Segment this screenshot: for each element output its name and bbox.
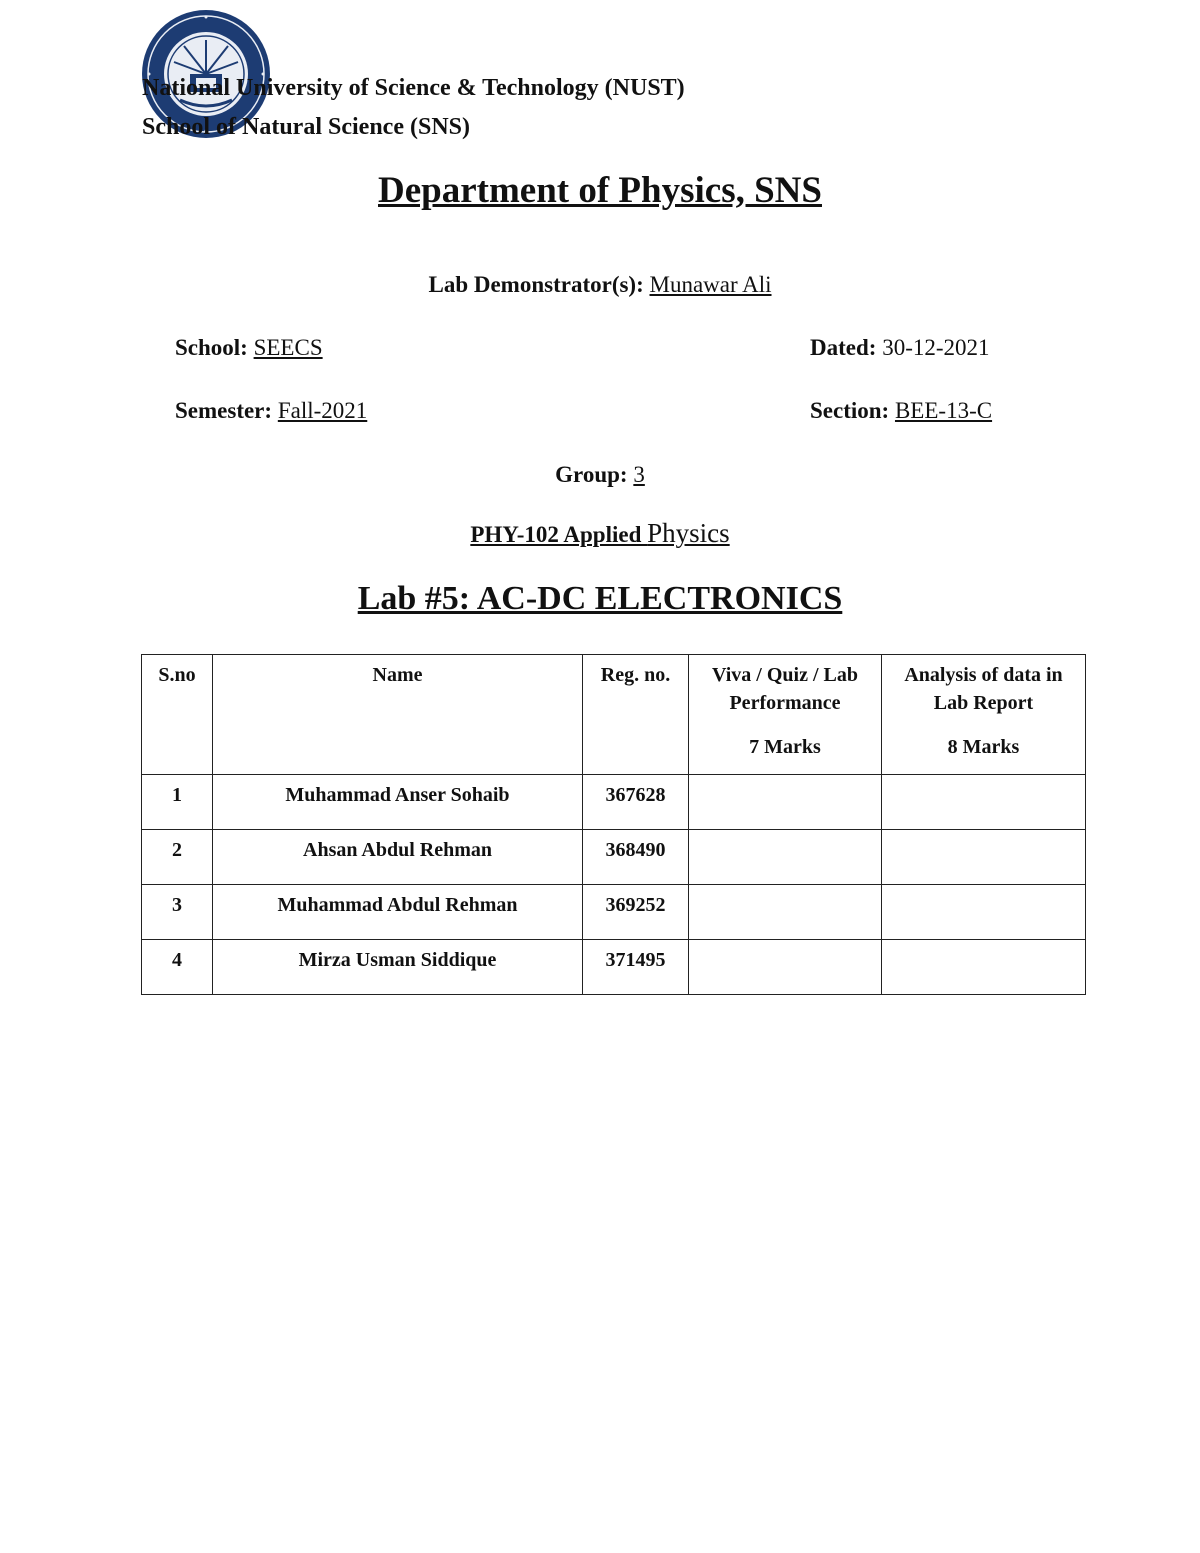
cell-name: Mirza Usman Siddique [213,940,583,995]
group-value: 3 [633,462,645,487]
course-code: PHY-102 Applied [470,522,648,547]
cell-name: Muhammad Abdul Rehman [213,885,583,940]
cell-reg: 367628 [583,775,689,830]
dated-label: Dated: [810,335,877,360]
header-reg: Reg. no. [583,655,689,775]
cell-analysis [882,830,1086,885]
cell-analysis [882,775,1086,830]
table-row [142,775,1086,830]
header-viva-label: Viva / Quiz / Lab Performance [712,664,858,714]
semester-line [175,399,367,422]
cell-viva [689,885,882,940]
header-viva [689,655,882,775]
course-title [0,520,1200,547]
lab-title: Lab #5: AC-DC ELECTRONICS [357,580,843,617]
cell-reg: 368490 [583,830,689,885]
dated-line [810,336,990,359]
cell-analysis [882,885,1086,940]
school-label: School: [175,335,248,360]
section-value: BEE-13-C [894,398,993,423]
cell-viva [689,775,882,830]
table-row [142,830,1086,885]
demonstrator-label: Lab Demonstrator(s): [428,272,644,297]
header-viva-marks: 7 Marks [749,736,821,758]
school-line [175,336,323,359]
header-analysis-label: Analysis of data in Lab Report [904,664,1063,714]
course-subject: Physics [647,518,730,548]
group-line [0,463,1200,486]
school-value: SEECS [253,335,323,360]
dated-value: 30-12-2021 [882,335,990,360]
cell-reg: 369252 [583,885,689,940]
header-analysis [882,655,1086,775]
department-title: Department of Physics, SNS [378,170,822,211]
semester-value: Fall-2021 [277,398,368,423]
header-name: Name [213,655,583,775]
cell-sno: 2 [142,830,213,885]
cell-viva [689,940,882,995]
table-row [142,940,1086,995]
cell-reg: 371495 [583,940,689,995]
table-header-row [142,655,1086,775]
section-line [810,399,992,422]
group-label: Group: [555,462,628,487]
cell-sno: 1 [142,775,213,830]
semester-label: Semester: [175,398,273,423]
table-row [142,885,1086,940]
cell-analysis [882,940,1086,995]
header-sno: S.no [142,655,213,775]
lab-demonstrator-line [0,273,1200,296]
university-name: National University of Science & Technology (NUST) [142,75,685,101]
group-members-table [141,654,1086,995]
section-label: Section: [810,398,890,423]
cell-name: Muhammad Anser Sohaib [213,775,583,830]
school-name: School of Natural Science (SNS) [142,114,470,140]
cell-viva [689,830,882,885]
header-analysis-marks: 8 Marks [947,736,1020,758]
cell-sno: 4 [142,940,213,995]
demonstrator-value: Munawar Ali [649,272,772,297]
cell-sno: 3 [142,885,213,940]
cell-name: Ahsan Abdul Rehman [213,830,583,885]
